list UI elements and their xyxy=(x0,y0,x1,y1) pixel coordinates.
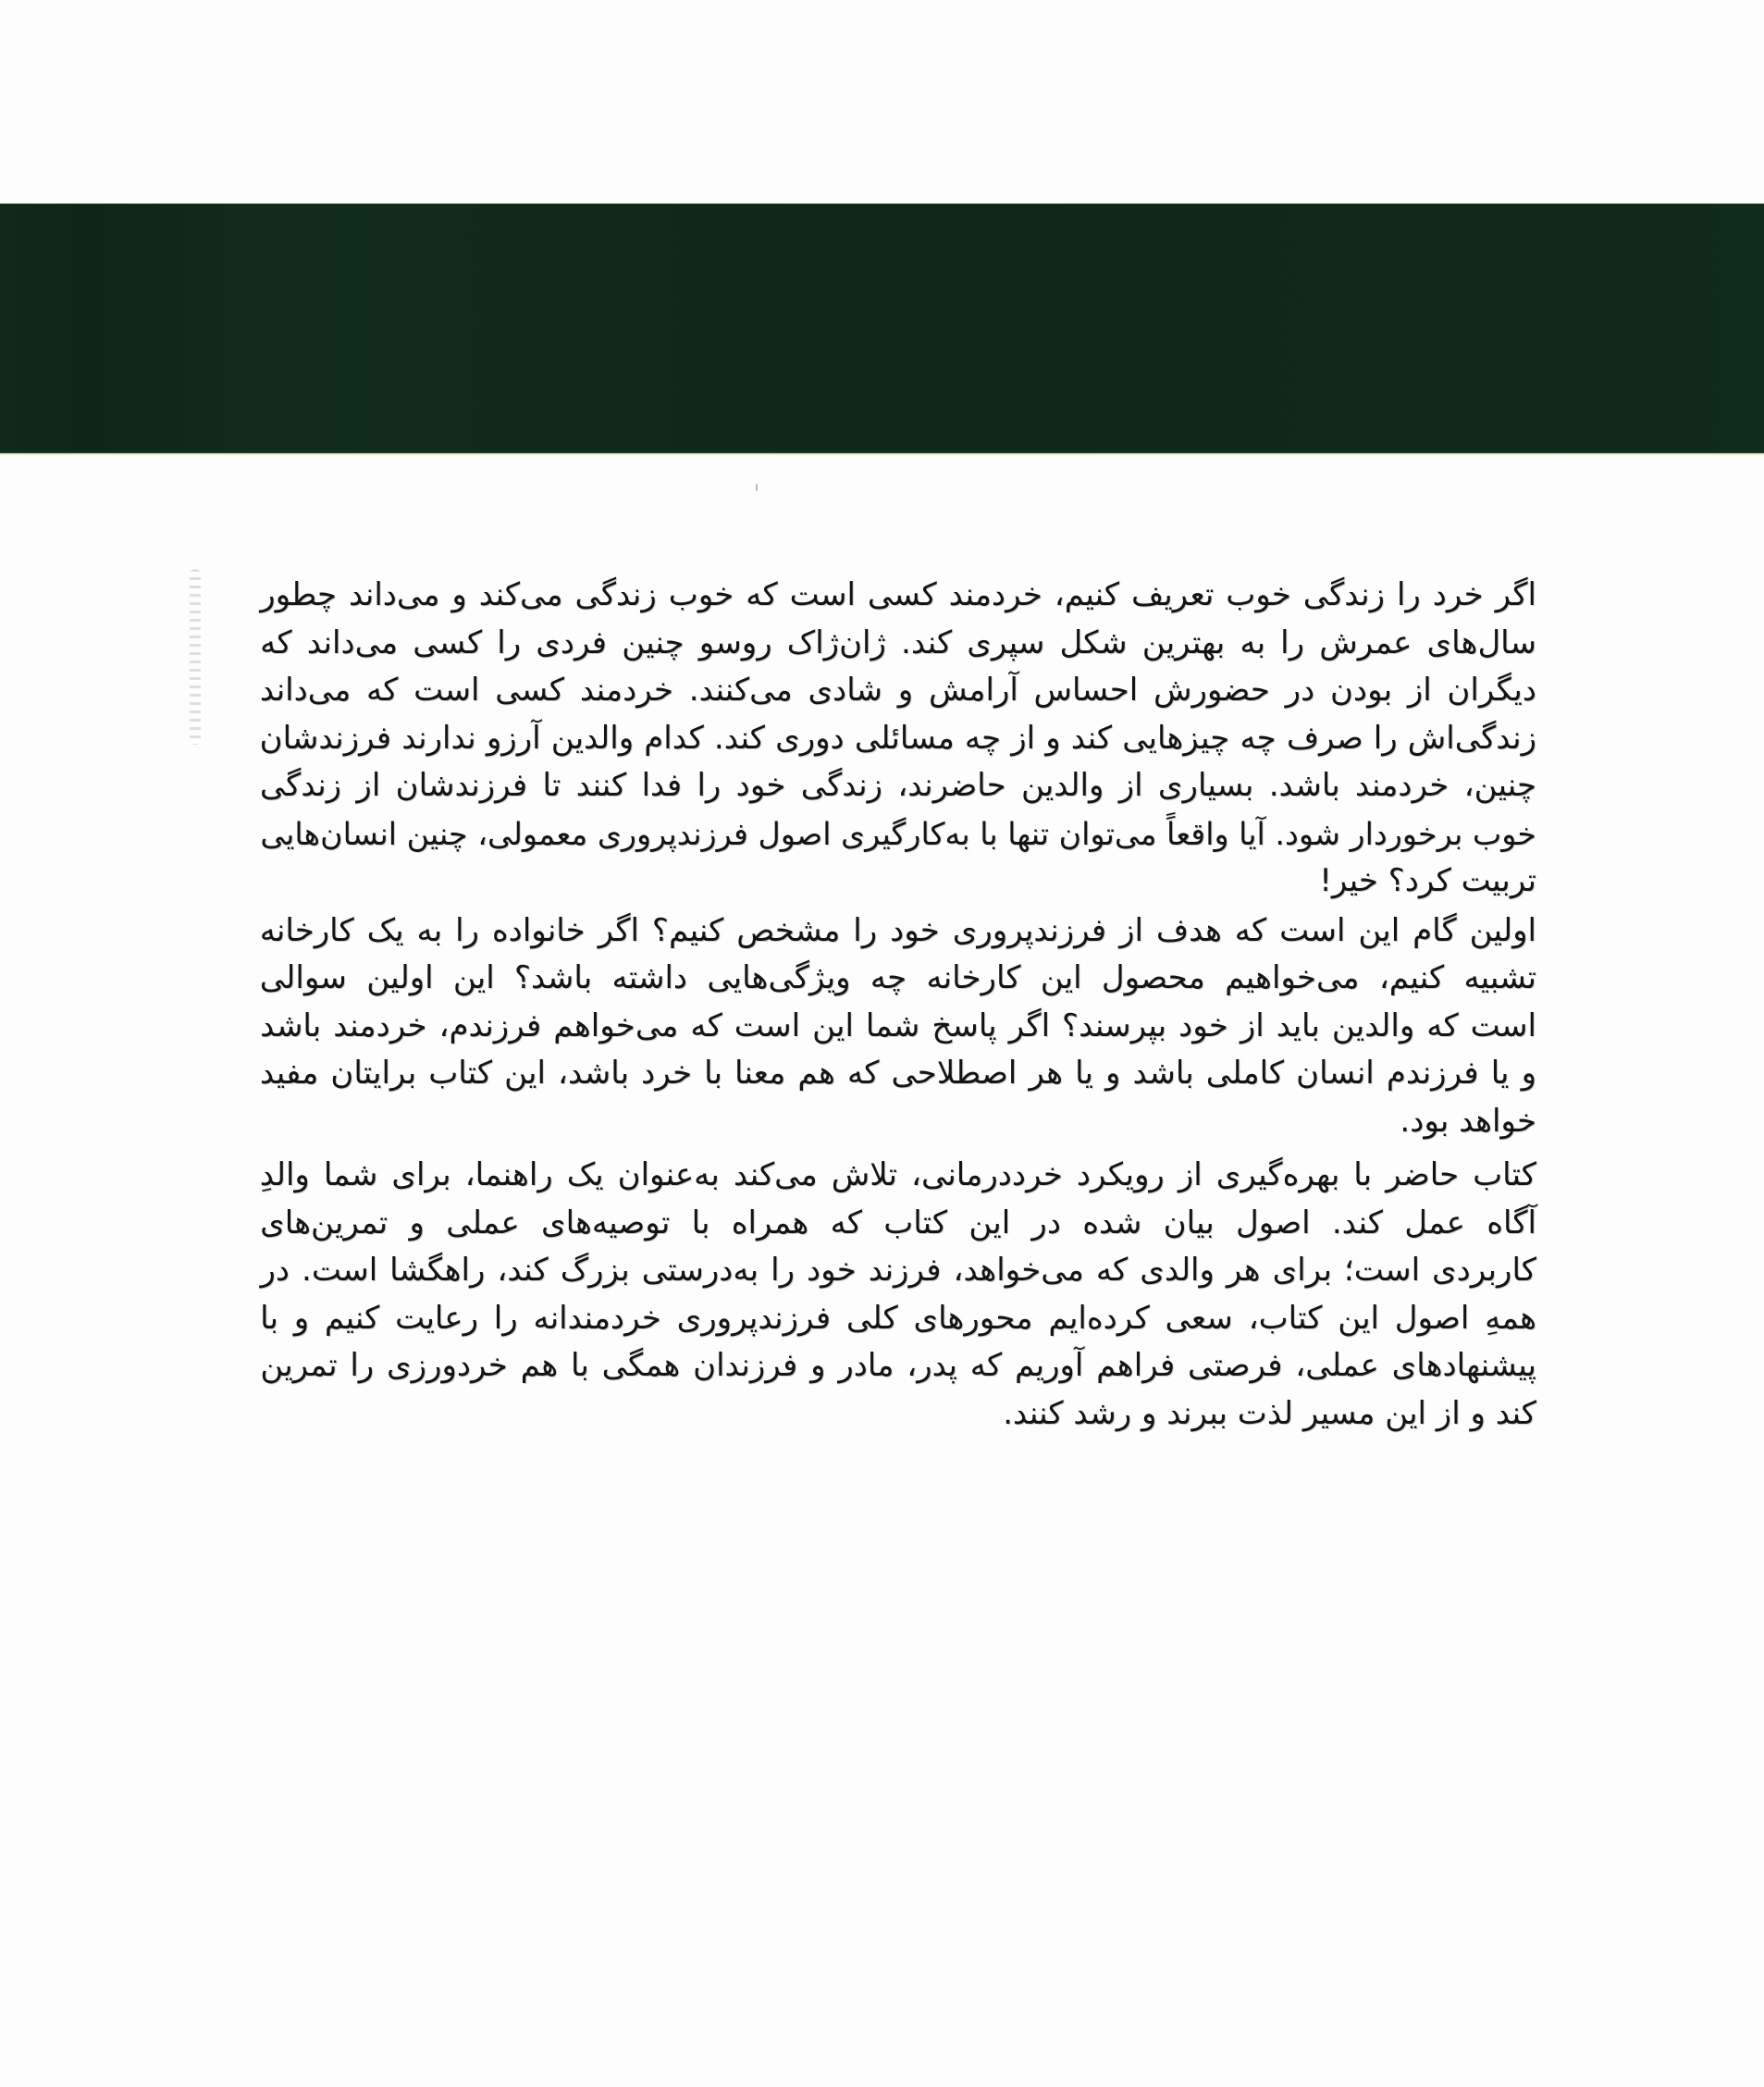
text-line: پیشنهادهای عملی، فرصتی فراهم آوریم که پدر، مادر و فرزندان همگی با هم خردورزی را تمرین xyxy=(260,1347,1536,1384)
text-line: زندگی‌اش را صرف چه چیزهایی کند و از چه مسائلی دوری کند. کدام والدین آرزو ندارند فرزندشان xyxy=(259,719,1536,757)
text-line: دیگران از بودن در حضورش احساس آرامش و شادی می‌کنند. خردمند کسی است که می‌داند xyxy=(259,672,1536,709)
text-line: سال‌های عمرش را به بهترین شکل سپری کند. ژان‌ژاک روسو چنین فردی را کسی می‌داند که xyxy=(260,624,1536,661)
paragraph-2 xyxy=(260,908,1536,1146)
paragraph-3 xyxy=(260,1152,1536,1438)
paragraph-1 xyxy=(260,572,1536,906)
text-line: اگر خرد را زندگی خوب تعریف کنیم، خردمند کسی است که خوب زندگی می‌کند و می‌داند چطور xyxy=(260,576,1536,613)
text-line: تشبیه کنیم، می‌خواهیم محصول این کارخانه چه ویژگی‌هایی داشته باشد؟ این اولین سوالی xyxy=(259,959,1536,996)
scan-edge-artifact xyxy=(190,569,201,745)
text-line: چنین، خردمند باشد. بسیاری از والدین حاضرند، زندگی خود را فدا کنند تا فرزندشان از زندگی xyxy=(259,767,1536,804)
text-line: و یا فرزندم انسان کاملی باشد و یا هر اصطلاحی که هم معنا با خرد باشد، این کتاب برایتان مفید xyxy=(259,1055,1536,1092)
text-line: کتاب حاضر با بهره‌گیری از رویکرد خرددرمانی، تلاش می‌کند به‌عنوان یک راهنما، برای شما والدِ xyxy=(259,1156,1536,1193)
text-line: اولین گام این است که هدف از فرزندپروری خود را مشخص کنیم؟ اگر خانواده را به یک کارخانه xyxy=(259,911,1536,949)
text-line: آگاه عمل کند. اصول بیان شده در این کتاب که همراه با توصیه‌های عملی و تمرین‌های xyxy=(260,1204,1536,1241)
text-line: است که والدین باید از خود بپرسند؟ اگر پاسخ شما این است که می‌خواهم فرزندم، خردمند باشد xyxy=(260,1006,1536,1044)
text-line: همهِ اصول این کتاب، سعی کرده‌ایم محورهای کلی فرزندپروری خردمندانه را رعایت کنیم و با xyxy=(260,1299,1536,1337)
text-line: کاربردی است؛ برای هر والدی که می‌خواهد، فرزند خود را به‌درستی بزرگ کند، راهگشا است. در xyxy=(260,1252,1536,1289)
text-line: خواهد بود. xyxy=(1400,1102,1536,1140)
back-cover-text xyxy=(260,572,1536,1438)
scan-speck xyxy=(756,484,758,491)
text-line: خوب برخوردار شود. آیا واقعاً می‌توان تنها با به‌کارگیری اصول فرزندپروری معمولی، چنین انسان‌هایی xyxy=(260,815,1536,852)
decorative-green-band xyxy=(0,204,1764,453)
text-line: کند و از این مسیر لذت ببرند و رشد کنند. xyxy=(1003,1394,1536,1432)
text-line: تربیت کرد؟ خیر! xyxy=(1319,862,1536,899)
